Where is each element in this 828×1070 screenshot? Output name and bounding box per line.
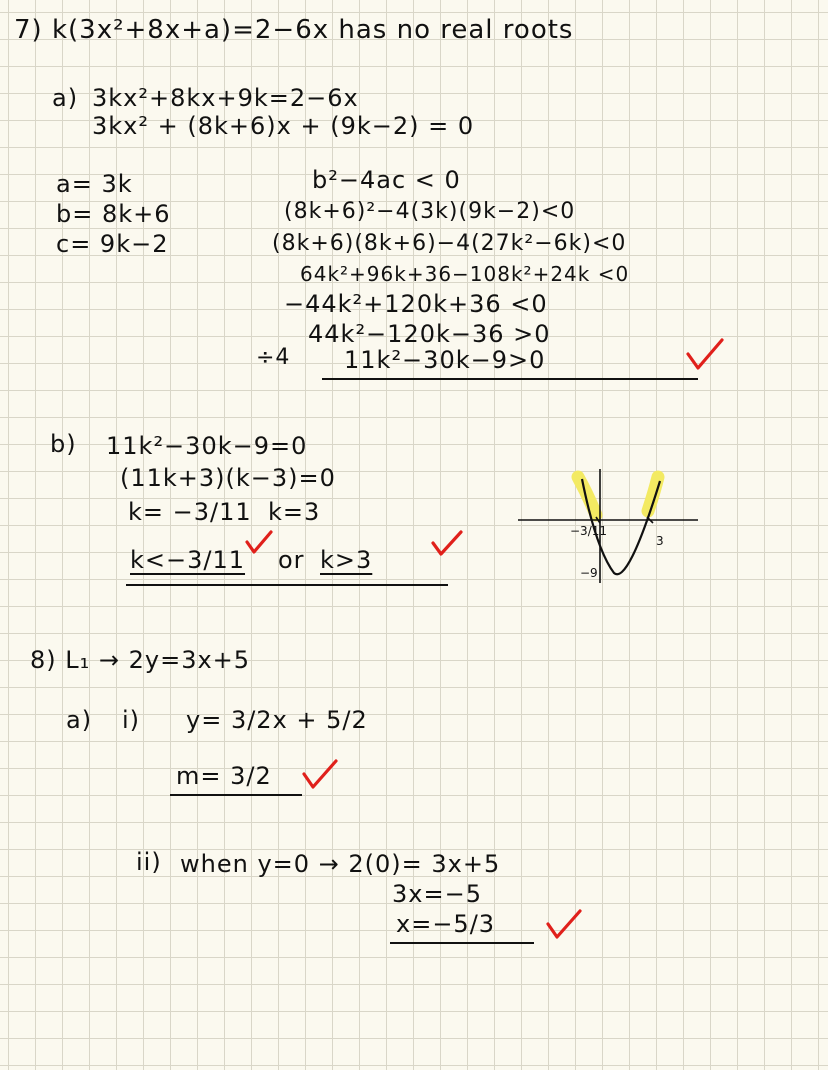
q7-title: 7) k(3x²+8x+a)=2−6x has no real roots [14, 15, 574, 45]
q8-ii-line2: 3x=−5 [392, 880, 482, 908]
disc-line-4: 64k²+96k+36−108k²+24k <0 [300, 262, 630, 286]
q8-title: 8) L₁ → 2y=3x+5 [30, 646, 251, 674]
q7-b-line2: (11k+3)(k−3)=0 [120, 464, 336, 492]
q7-b-answer-or: or [278, 546, 305, 574]
sketch-intercept: −9 [580, 566, 598, 580]
q8-i-label: i) [122, 706, 141, 734]
disc-line-5: −44k²+120k+36 <0 [284, 290, 548, 318]
answer-underline-d [390, 942, 534, 944]
answer-underline-b [126, 584, 448, 586]
tick-icon [300, 756, 340, 792]
q7-a-line1: 3kx²+8kx+9k=2−6x [92, 84, 359, 112]
tick-icon [544, 906, 584, 942]
divide-note: ÷4 [256, 345, 291, 370]
sketch-left-root: −3/11 [570, 524, 608, 538]
q7-b-root1: k= −3/11 [128, 498, 252, 526]
disc-line-3: (8k+6)(8k+6)−4(27k²−6k)<0 [272, 231, 627, 256]
disc-line-6: 44k²−120k−36 >0 [308, 320, 551, 348]
disc-line-1: b²−4ac < 0 [312, 166, 461, 194]
q8-i-answer: m= 3/2 [176, 762, 272, 790]
q7-b-answer-right: k>3 [320, 546, 373, 574]
tick-icon [244, 528, 274, 556]
q7-a-label: a) [52, 84, 79, 112]
q8-ii-label: ii) [136, 848, 162, 876]
coef-a: a= 3k [56, 170, 133, 198]
q8-ii-answer: x=−5/3 [396, 910, 496, 938]
tick-icon [430, 528, 464, 558]
q7-b-label: b) [50, 430, 77, 458]
tick-icon [684, 334, 728, 374]
answer-underline-a [322, 378, 698, 380]
q8-ii-line1: when y=0 → 2(0)= 3x+5 [180, 850, 501, 878]
parabola-sketch [510, 465, 710, 595]
q7-b-root2: k=3 [268, 498, 321, 526]
sketch-right-root: 3 [656, 534, 664, 548]
q7-b-line1: 11k²−30k−9=0 [106, 432, 308, 460]
q8-i-line1: y= 3/2x + 5/2 [186, 706, 368, 734]
coef-b: b= 8k+6 [56, 200, 171, 228]
coef-c: c= 9k−2 [56, 230, 169, 258]
disc-line-7: 11k²−30k−9>0 [344, 346, 546, 374]
q8-a-label: a) [66, 706, 93, 734]
disc-line-2: (8k+6)²−4(3k)(9k−2)<0 [284, 199, 576, 224]
q7-a-line2: 3kx² + (8k+6)x + (9k−2) = 0 [92, 112, 475, 140]
answer-underline-c [170, 794, 302, 796]
q7-b-answer-left: k<−3/11 [130, 546, 246, 574]
